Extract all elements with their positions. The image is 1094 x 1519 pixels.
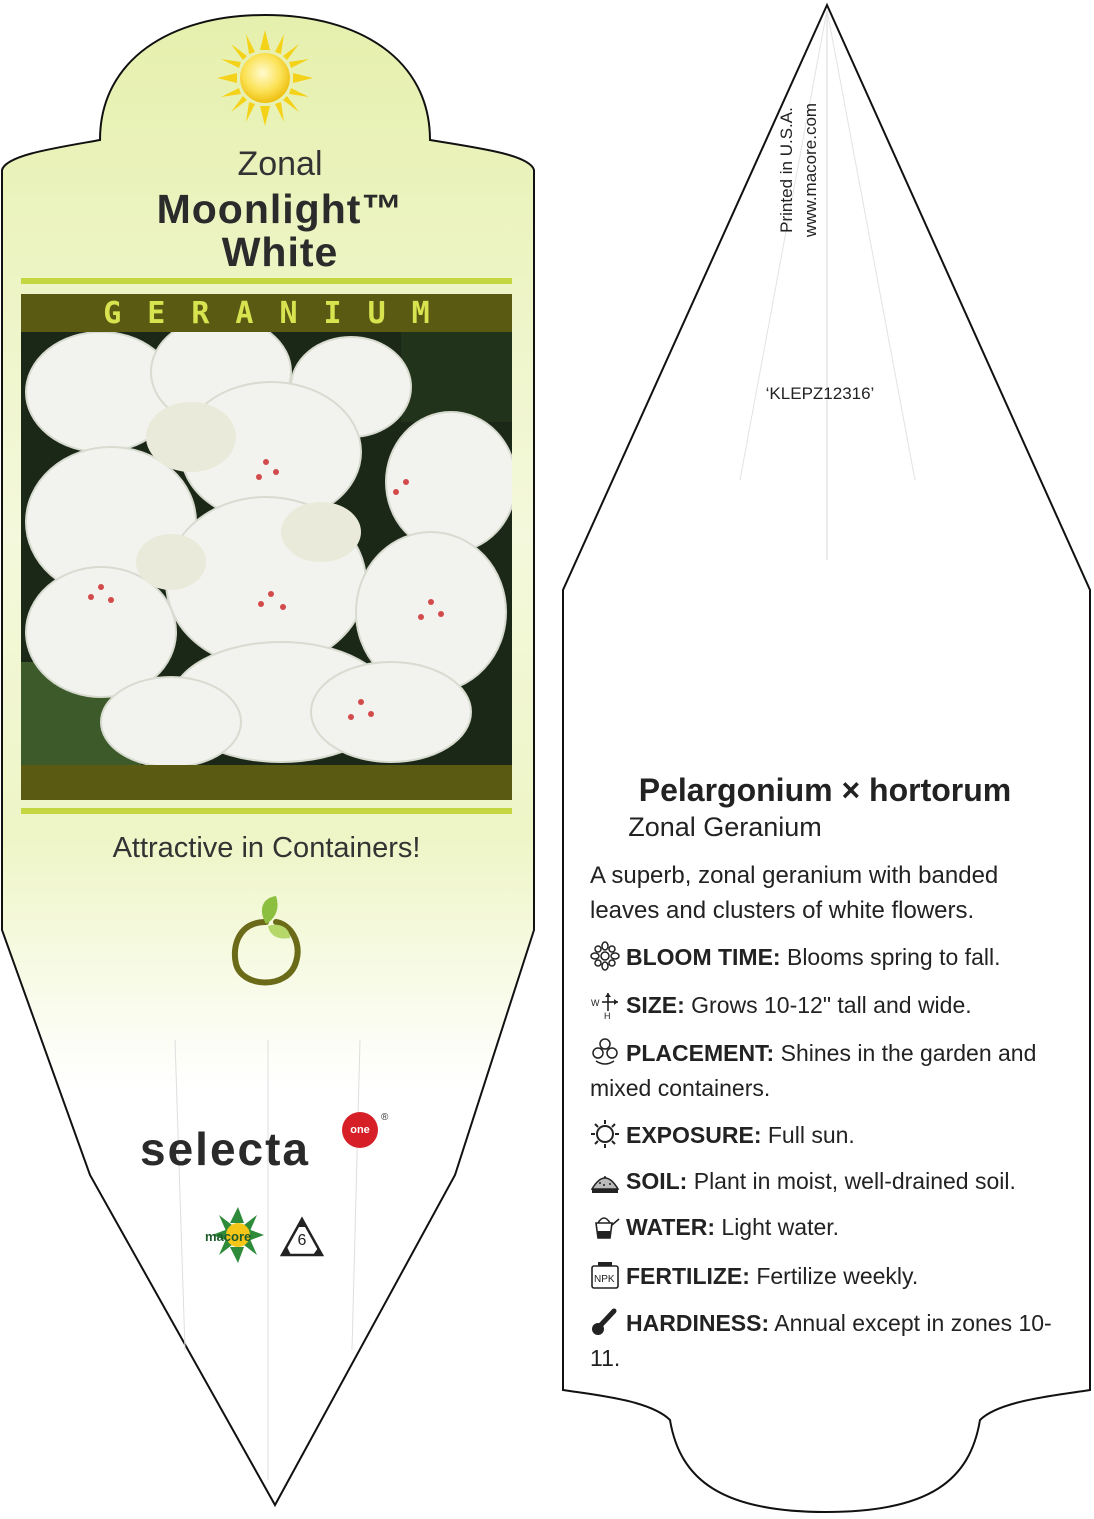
size-icon-h: H	[604, 1011, 611, 1019]
npk-text: NPK	[594, 1274, 615, 1285]
fertilize-text: Fertilize weekly.	[756, 1263, 919, 1289]
bloom-time-label: BLOOM TIME:	[626, 944, 781, 970]
placement-label: PLACEMENT:	[626, 1040, 775, 1066]
placement-text: Shines in the garden and mixed containers.	[590, 1040, 1037, 1101]
size-label: SIZE:	[626, 992, 685, 1018]
care-hardiness	[590, 1306, 1070, 1376]
plant-description: A superb, zonal geranium with banded leaves and clusters of white flowers.	[590, 862, 999, 924]
fertilize-label: FERTILIZE:	[626, 1263, 750, 1289]
watering-can-icon	[590, 1211, 620, 1241]
printed-info	[775, 50, 835, 290]
water-text: Light water.	[721, 1214, 840, 1240]
size-icon-w: W	[591, 998, 600, 1008]
registered-mark: ®	[381, 1112, 389, 1123]
placement-flowers-icon	[590, 1037, 620, 1067]
macore-website: www.macore.com	[801, 102, 820, 238]
care-fertilize	[590, 1259, 1070, 1294]
thermometer-icon	[590, 1307, 620, 1337]
recycle-number: 6	[297, 1232, 307, 1249]
selecta-logo-text: selecta	[140, 1123, 311, 1175]
variety-name-line2: White	[221, 229, 339, 275]
bloom-time-text: Blooms spring to fall.	[786, 944, 1001, 970]
soil-text: Plant in moist, well-drained soil.	[693, 1168, 1016, 1194]
care-bloom-time	[590, 940, 1070, 975]
soil-pile-icon	[590, 1165, 620, 1195]
care-placement	[590, 1036, 1070, 1106]
variety-code: ‘KLEPZ12316’	[765, 384, 875, 403]
sun-outline-icon	[590, 1119, 620, 1149]
photo-bottom-band	[21, 765, 512, 800]
hardiness-text: Annual except in zones 10-11.	[590, 1310, 1052, 1371]
fertilizer-npk-icon	[590, 1260, 620, 1290]
genus-banner-text: GERANIUM	[103, 296, 456, 331]
flower-icon	[590, 941, 620, 971]
size-text: Grows 10-12" tall and wide.	[691, 992, 972, 1018]
size-arrows-icon	[590, 989, 620, 1019]
care-exposure	[590, 1118, 1070, 1153]
common-name: Zonal Geranium	[628, 812, 822, 842]
tagline: Attractive in Containers!	[112, 832, 421, 864]
variety-name-line1: Moonlight™	[156, 186, 404, 232]
flower-photo	[21, 332, 512, 765]
care-soil	[590, 1164, 1070, 1199]
sun-icon	[215, 28, 315, 128]
title-prefix: Zonal	[237, 145, 323, 183]
care-water	[590, 1210, 1070, 1245]
macore-logo-text: macore	[205, 1229, 252, 1244]
sprout-logo-icon	[228, 892, 304, 992]
selecta-one-badge: one	[342, 1112, 378, 1148]
botanical-name: Pelargonium × hortorum	[638, 772, 1012, 808]
soil-label: SOIL:	[626, 1168, 688, 1194]
printed-in-usa: Printed in U.S.A.	[777, 107, 796, 233]
hardiness-label: HARDINESS:	[626, 1310, 770, 1336]
water-label: WATER:	[626, 1214, 716, 1240]
exposure-text: Full sun.	[767, 1122, 855, 1148]
care-size	[590, 988, 1070, 1023]
exposure-label: EXPOSURE:	[626, 1122, 762, 1148]
